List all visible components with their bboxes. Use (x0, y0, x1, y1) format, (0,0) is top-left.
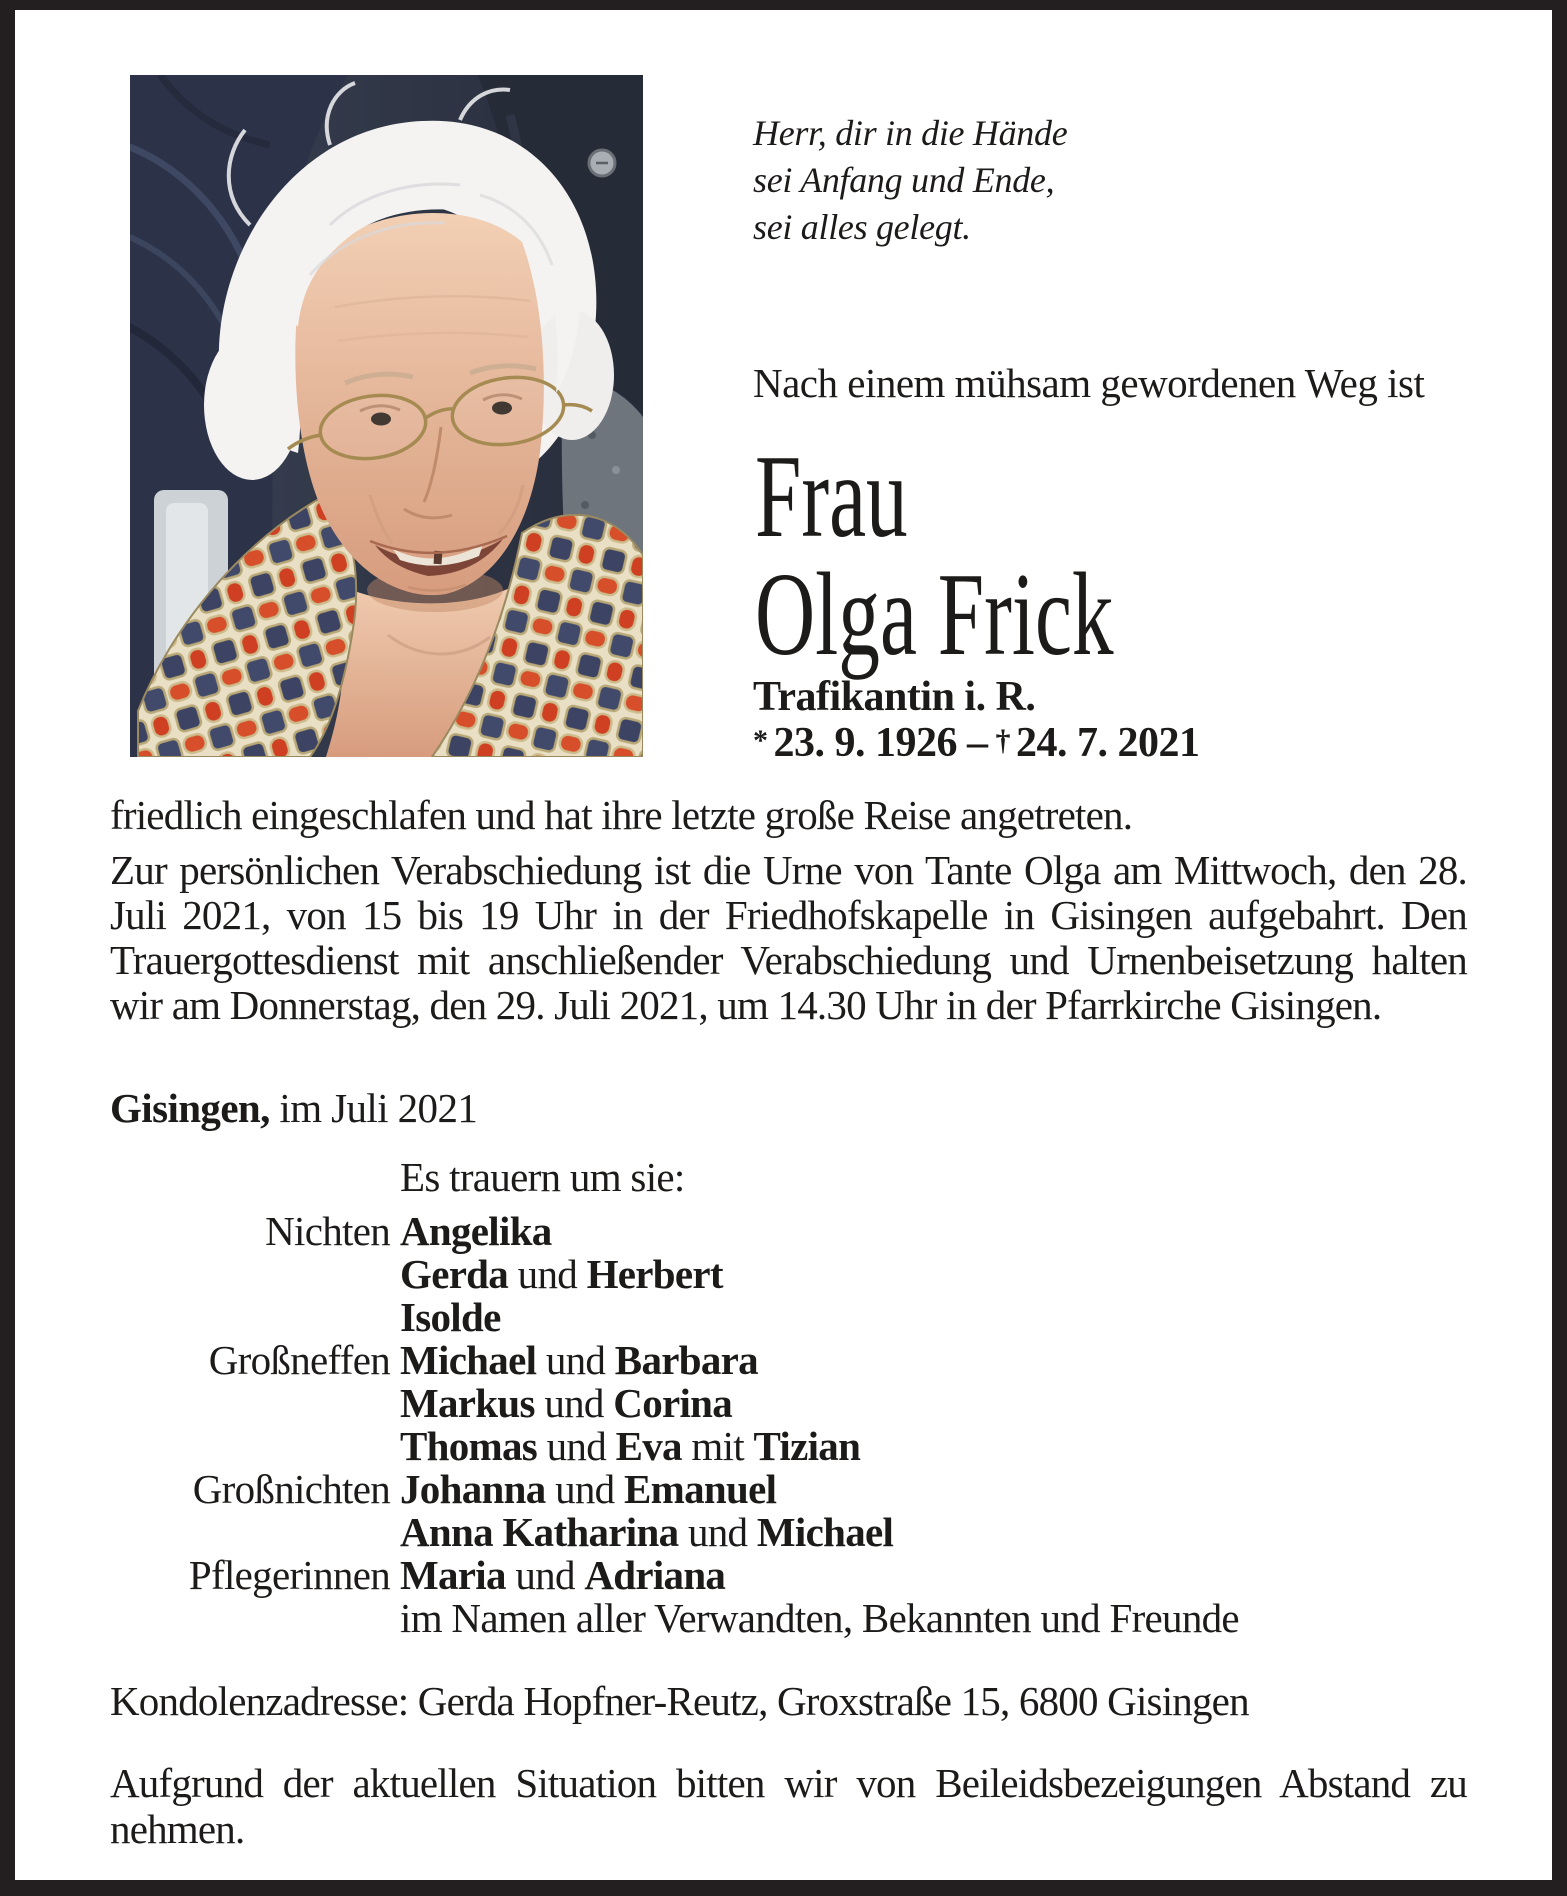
mourner-name: Angelika (400, 1208, 552, 1254)
mourner-role: Pflegerinnen (188, 1552, 390, 1598)
mourner-role (110, 1253, 390, 1296)
mourner-connector: und (545, 1466, 625, 1512)
mourner-names (400, 1468, 1500, 1511)
mourner-row (110, 1511, 1500, 1554)
mourner-role (110, 1156, 390, 1199)
mourner-row (110, 1597, 1500, 1640)
body-paragraph: friedlich eingeschlafen und hat ihre letzte große Reise angetreten. (110, 792, 1133, 838)
mourner-connector: und (505, 1552, 585, 1598)
mourner-connector: und (508, 1251, 587, 1297)
mourner-row (110, 1210, 1500, 1253)
mourner-name: Isolde (400, 1294, 501, 1340)
mourner-name: Gerda (400, 1251, 509, 1297)
verse-line: sei alles gelegt. (753, 207, 971, 247)
mourner-names (400, 1382, 1500, 1425)
mourners-section (110, 1156, 1500, 1640)
mourner-row (110, 1296, 1500, 1339)
mourner-row (110, 1253, 1500, 1296)
mourner-role (110, 1597, 390, 1640)
mourner-name: Michael (400, 1337, 537, 1383)
mourner-names (400, 1210, 1500, 1253)
profession-line: Trafikantin i. R. (753, 674, 1036, 720)
mourner-names (400, 1554, 1500, 1597)
mourner-name: Thomas (400, 1423, 538, 1469)
dateline (110, 1085, 477, 1131)
verse-line: sei Anfang und Ende, (753, 160, 1055, 200)
death-symbol: † (995, 724, 1010, 757)
mourner-row (110, 1554, 1500, 1597)
dateline-date: im Juli 2021 (269, 1085, 478, 1131)
mourner-role (110, 1425, 390, 1468)
mourner-name: Tizian (753, 1423, 861, 1469)
mourner-connector: und (678, 1509, 757, 1555)
mourner-name: Barbara (614, 1337, 758, 1383)
mourner-connector: und (536, 1337, 615, 1383)
mourner-name: Anna Katharina (400, 1509, 679, 1555)
salutation-line: Frau (755, 430, 908, 562)
dates-separator: – (967, 720, 988, 766)
mourner-name: Eva (615, 1423, 682, 1469)
mourner-row (110, 1425, 1500, 1468)
mourner-connector: mit (681, 1423, 754, 1469)
portrait-photo (130, 75, 643, 757)
birth-symbol: * (753, 724, 768, 757)
closing-note: Aufgrund der aktuellen Situation bitten wir von Beileidsbezeigungen Abstand zu nehmen. (110, 1760, 1467, 1852)
mourner-name: Corina (613, 1380, 733, 1426)
mourner-role (110, 1382, 390, 1425)
mourner-name: Michael (756, 1509, 894, 1555)
mourner-name: Johanna (400, 1466, 546, 1512)
mourner-names (400, 1339, 1500, 1382)
mourner-name: Adriana (584, 1552, 726, 1598)
intro-line: Nach einem mühsam gewordenen Weg ist (753, 360, 1425, 406)
condolence-address-line: Kondolenzadresse: Gerda Hopfner-Reutz, Groxstraße 15, 6800 Gisingen (110, 1678, 1249, 1724)
mourner-role: Großnichten (192, 1466, 390, 1512)
mourner-row (110, 1382, 1500, 1425)
mourner-names (400, 1253, 1500, 1296)
mourner-name: Maria (400, 1552, 506, 1598)
mourners-heading: Es trauern um sie: (400, 1154, 685, 1200)
mourner-name: Emanuel (624, 1466, 777, 1512)
mourner-row (110, 1339, 1500, 1382)
mourner-connector: im Namen aller Verwandten, Bekannten und Freunde (400, 1595, 1239, 1641)
death-date: 24. 7. 2021 (1016, 720, 1200, 766)
mourner-connector: und (534, 1380, 614, 1426)
name-line: Olga Frick (755, 548, 1114, 680)
mourner-role (110, 1296, 390, 1339)
mourner-role (110, 1511, 390, 1554)
mourner-names (400, 1425, 1500, 1468)
birth-date: 23. 9. 1926 (773, 720, 957, 766)
mourner-name: Herbert (586, 1251, 723, 1297)
mourner-row (110, 1468, 1500, 1511)
mourner-role: Großneffen (208, 1337, 390, 1383)
opening-verse (753, 110, 1067, 251)
verse-line: Herr, dir in die Hände (753, 113, 1068, 153)
funeral-details-paragraph: Zur persönlichen Verabschiedung ist die Urne von Tante Olga am Mittwoch, den 28. Juli 2021, von 15 bis 19 Uhr in der Friedhofskapelle in Gisingen aufgebahrt. Den Trauergottesdienst mit anschließender Verabschiedung und Urnenbeisetzung halten wir am Donnerstag, den 29. Juli 2021, um 14.30 Uhr in der Pfarrkirche Gisingen. (110, 847, 1467, 1028)
mourner-name: Markus (400, 1380, 535, 1426)
dateline-place: Gisingen, (110, 1085, 270, 1131)
mourner-names (400, 1511, 1500, 1554)
mourner-role: Nichten (265, 1208, 390, 1254)
mourner-names (400, 1296, 1500, 1339)
deceased-name-title (755, 430, 1114, 680)
mourner-connector: und (537, 1423, 616, 1469)
life-dates (753, 716, 1200, 768)
mourner-names (400, 1597, 1500, 1640)
portrait-illustration (130, 75, 643, 757)
mourners-heading-row (110, 1156, 1500, 1199)
